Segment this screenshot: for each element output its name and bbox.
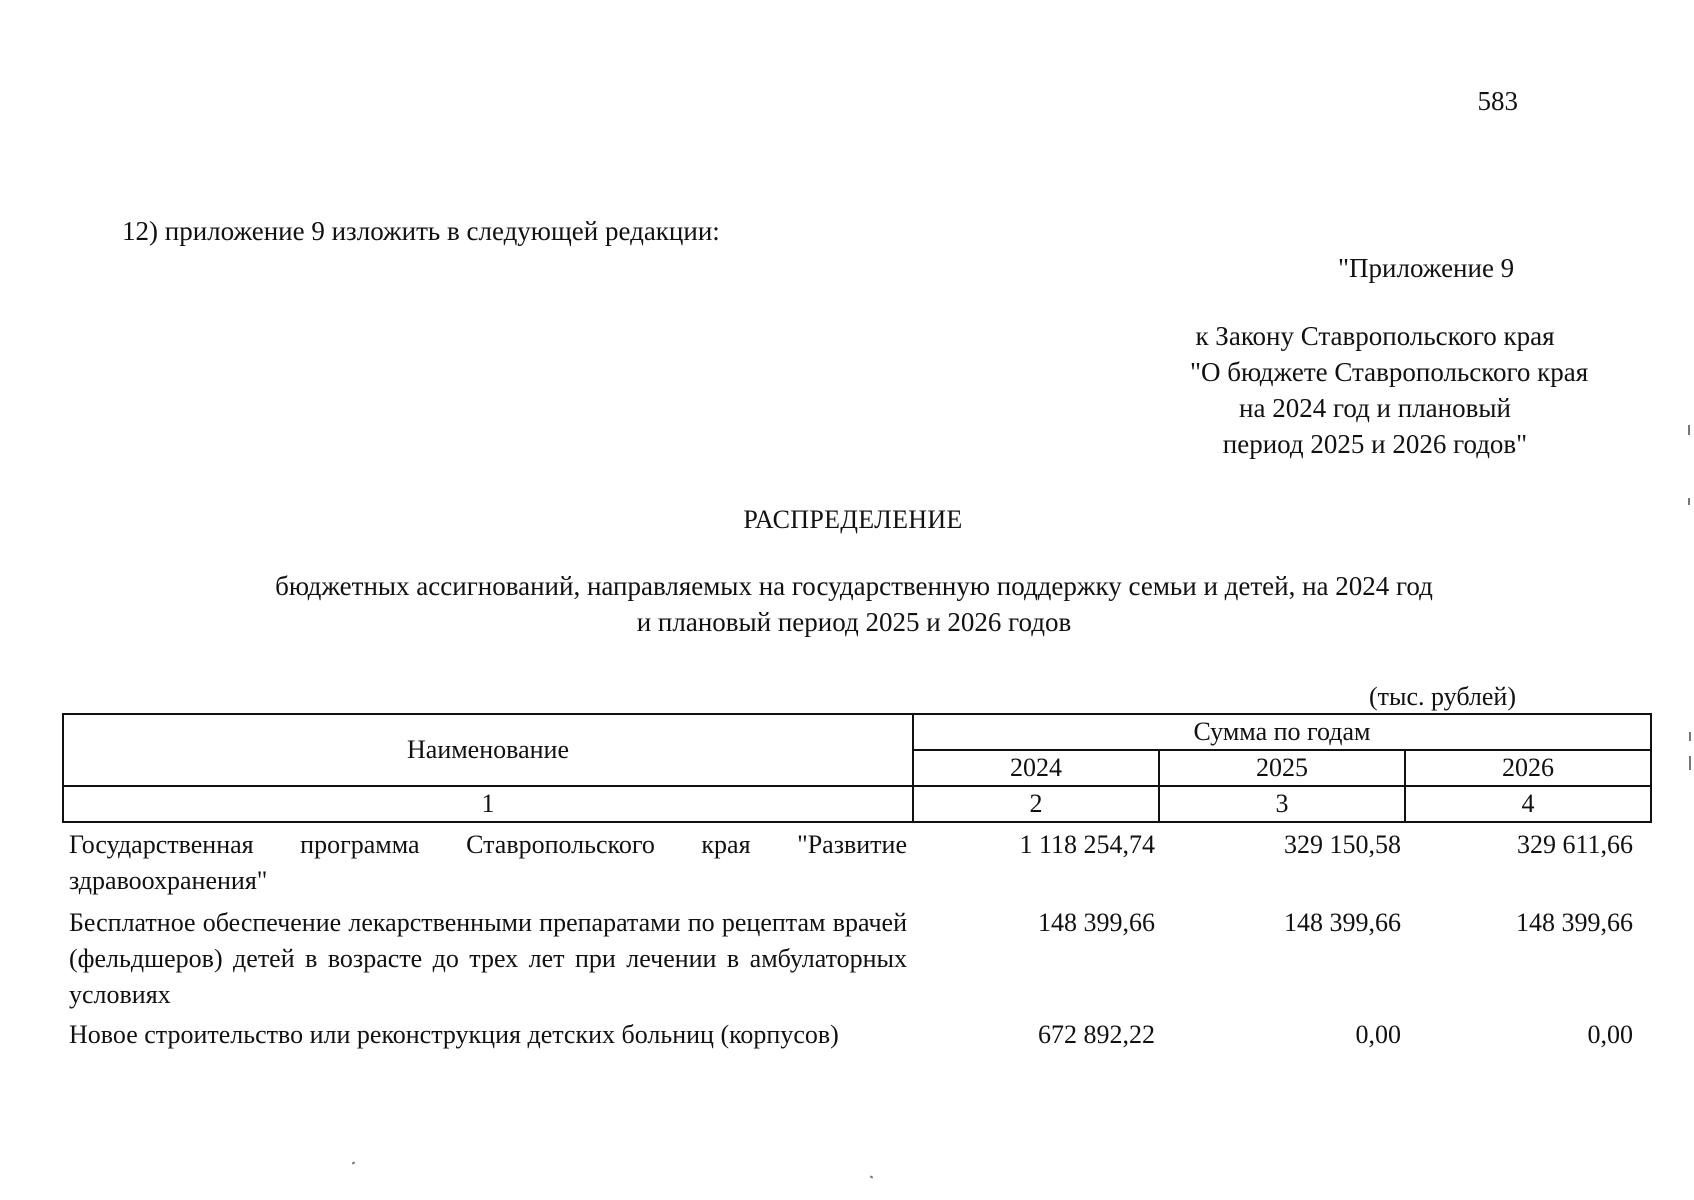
row-name: Бесплатное обеспечение лекарственными препаратами по рецептам врачей (фельдшеров) детей в возрасте до трех лет при лечении в амбулаторных условиях [69,908,907,1009]
appendix-reference [1190,318,1589,462]
scan-mark [1688,498,1690,505]
header-year-2026: 2026 [1405,750,1651,786]
table-row [63,901,1651,1013]
row-value-2025: 148 399,66 [1284,908,1401,937]
amendment-intro: 12) приложение 9 изложить в следующей редакции: [122,216,720,246]
appendix-line: на 2024 год и плановый [1239,393,1511,423]
page-number: 583 [1477,86,1518,116]
header-year-2024: 2024 [913,750,1159,786]
appendix-title: "Приложение 9 [1338,253,1515,283]
row-value-2026: 0,00 [1587,1020,1634,1049]
row-value-2024: 1 118 254,74 [1019,830,1155,859]
appendix-line: к Закону Ставропольского края [1195,321,1555,351]
row-value-2024: 672 892,22 [1038,1020,1155,1049]
row-value-2025: 0,00 [1355,1020,1401,1049]
header-year-2025: 2025 [1159,750,1405,786]
row-name: Новое строительство или реконструкция детских больниц (корпусов) [69,1020,839,1049]
row-value-2026: 329 611,66 [1516,830,1634,859]
column-number: 2 [913,786,1159,822]
table-row [63,1013,1651,1089]
scan-mark [1689,732,1691,741]
scan-mark [1688,425,1690,435]
row-name: Государственная программа Ставропольского края "Развитие здравоохранения" [69,830,907,895]
units-label: (тыс. рублей) [1368,682,1516,711]
scan-mark [352,1161,356,1164]
row-value-2025: 329 150,58 [1284,830,1401,859]
document-heading: РАСПРЕДЕЛЕНИЕ [743,505,963,534]
subtitle-line-2: и плановый период 2025 и 2026 годов [636,607,1072,637]
table-row [63,822,1651,901]
column-number: 1 [63,786,913,822]
document-subtitle [238,568,1470,640]
header-name: Наименование [63,714,913,786]
subtitle-line-1: бюджетных ассигнований, направляемых на государственную поддержку семьи и детей, на 2024 год [275,571,1433,601]
scan-mark [1689,756,1691,770]
scan-mark [870,1175,874,1178]
appendix-line: период 2025 и 2026 годов" [1222,429,1528,459]
header-sum-by-years: Сумма по годам [913,714,1651,750]
appendix-line: "О бюджете Ставропольского края [1190,357,1589,387]
column-number: 3 [1159,786,1405,822]
budget-table [62,713,1652,1089]
row-value-2026: 148 399,66 [1516,908,1634,937]
column-number: 4 [1405,786,1651,822]
row-value-2024: 148 399,66 [1038,908,1155,937]
